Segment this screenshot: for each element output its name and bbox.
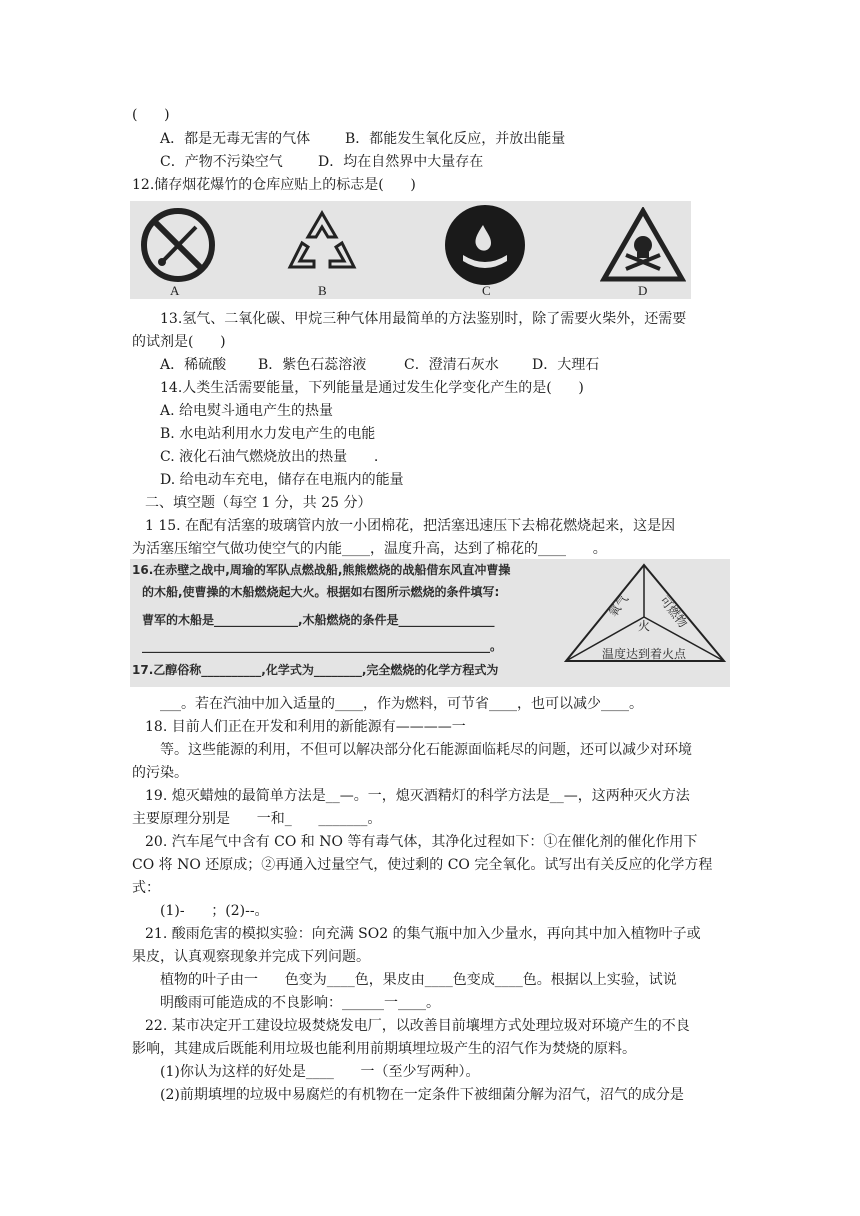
q17-line-2: ___。若在汽油中加入适量的____，作为燃料，可节省____，也可以减少____。 bbox=[160, 696, 643, 712]
q11-answer-bracket: ( ) bbox=[132, 107, 170, 123]
recycle-icon bbox=[282, 207, 362, 283]
water-saving-icon bbox=[443, 203, 527, 287]
q14-option-c: C. 液化石油气燃烧放出的热量 . bbox=[160, 449, 379, 465]
q14-stem: 14.人类生活需要能量，下列能量是通过发生化学变化产生的是( ) bbox=[160, 380, 584, 396]
q16-line-3: 曹军的木船是______________,木船燃烧的条件是________________ bbox=[142, 613, 495, 627]
q15-line-2: 为活塞压缩空气做功使空气的内能____，温度升高，达到了棉花的____ 。 bbox=[132, 541, 607, 557]
q11-option-d: D．均在自然界中大量存在 bbox=[318, 154, 484, 170]
q18-line-1: 18. 目前人们正在开发和利用的新能源有————一 bbox=[145, 719, 466, 735]
q20-line-4: (1)- ；(2)--。 bbox=[160, 903, 269, 919]
q22-line-3: (1)你认为这样的好处是____ 一（至少写两种）。 bbox=[160, 1064, 480, 1080]
q22-line-4: (2)前期填埋的垃圾中易腐烂的有机物在一定条件下被细菌分解为沼气，沼气的成分是 bbox=[160, 1087, 684, 1103]
q14-option-a: A. 给电熨斗通电产生的热量 bbox=[160, 403, 334, 419]
q12-stem: 12.储存烟花爆竹的仓库应贴上的标志是( ) bbox=[132, 177, 416, 193]
q15-line-1: 1 15. 在配有活塞的玻璃管内放一小团棉花，把活塞迅速压下去棉花燃烧起来，这是因 bbox=[145, 518, 676, 534]
q20-line-2: CO 将 NO 还原成；②再通入过量空气，使过剩的 CO 完全氧化。试写出有关反应的化学方程 bbox=[132, 857, 713, 873]
q16-line-4: __________________________________________________________。 bbox=[142, 639, 503, 653]
q18-line-2: 等。这些能源的利用，不但可以解决部分化石能源面临耗尽的问题，还可以减少对环境 bbox=[160, 742, 692, 758]
section-title: 二、填空题（每空 1 分，共 25 分） bbox=[145, 495, 372, 511]
q12-sign-image bbox=[130, 201, 691, 299]
q19-line-2: 主要原理分别是 一和_ _______。 bbox=[132, 811, 382, 827]
q13-option-a: A．稀硫酸 bbox=[160, 357, 227, 373]
q13-stem-line-1: 13.氢气、二氧化碳、甲烷三种气体用最简单的方法鉴别时，除了需要火柴外，还需要 bbox=[160, 311, 687, 327]
q13-option-c: C．澄清石灰水 bbox=[404, 357, 499, 373]
q13-option-d: D．大理石 bbox=[532, 357, 600, 373]
q21-line-2: 果皮，认真观察现象并完成下列问题。 bbox=[132, 949, 370, 965]
q13-option-b: B．紫色石蕊溶液 bbox=[258, 357, 367, 373]
q22-line-2: 影响，其建成后既能利用垃圾也能利用前期填埋垃圾产生的沼气作为焚烧的原料。 bbox=[132, 1041, 636, 1057]
q21-line-1: 21. 酸雨危害的模拟实验：向充满 SO2 的集气瓶中加入少量水，再向其中加入植物叶子或 bbox=[145, 926, 701, 942]
q16-line-1: 16.在赤壁之战中,周瑜的军队点燃战船,熊熊燃烧的战船借东风直冲曹操 bbox=[132, 563, 511, 577]
no-fire-icon bbox=[138, 205, 218, 285]
q17-line-1: 17.乙醇俗称__________,化学式为________,完全燃烧的化学方程式为 bbox=[132, 663, 499, 677]
q20-line-1: 20. 汽车尾气中含有 CO 和 NO 等有毒气体，其净化过程如下：①在催化剂的催化作用下 bbox=[145, 834, 698, 850]
q21-line-3: 植物的叶子由一 色变为____色，果皮由____色变成____色。根据以上实验，试说 bbox=[160, 972, 677, 988]
q11-option-a: A．都是无毒无害的气体 bbox=[160, 131, 311, 147]
q11-option-c: C．产物不污染空气 bbox=[160, 154, 283, 170]
sign-label-b: B bbox=[318, 283, 327, 298]
q16-scan-image bbox=[130, 559, 730, 687]
q18-line-3: 的污染。 bbox=[132, 765, 188, 781]
q14-option-d: D. 给电动车充电，储存在电瓶内的能量 bbox=[160, 472, 404, 488]
q16-line-2: 的木船,使曹操的木船燃烧起大火。根据如右图所示燃烧的条件填写: bbox=[142, 585, 500, 599]
triangle-label-temperature: 温度达到着火点 bbox=[602, 647, 687, 661]
q19-line-1: 19. 熄灭蜡烛的最简单方法是__—。一，熄灭酒精灯的科学方法是__—，这两种灭火方法 bbox=[145, 788, 690, 804]
sign-label-d: D bbox=[638, 283, 648, 298]
q11-option-b: B．都能发生氧化反应，并放出能量 bbox=[345, 131, 566, 147]
q20-line-3: 式： bbox=[132, 880, 160, 896]
q13-stem-line-2: 的试剂是( ) bbox=[132, 334, 226, 350]
q22-line-1: 22. 某市决定开工建设垃圾焚烧发电厂，以改善目前壤埋方式处理垃圾对环境产生的不良 bbox=[145, 1018, 690, 1034]
triangle-label-oxygen: 氧气 bbox=[605, 591, 632, 620]
q21-line-4: 明酸雨可能造成的不良影响：______一____。 bbox=[160, 995, 440, 1011]
q14-option-b: B. 水电站利用水力发电产生的电能 bbox=[160, 426, 376, 442]
sign-label-c: C bbox=[482, 283, 491, 298]
triangle-label-fire: 火 bbox=[638, 619, 651, 633]
triangle-label-fuel: 可燃物 bbox=[657, 593, 691, 631]
poison-skull-icon bbox=[600, 207, 686, 283]
sign-label-a: A bbox=[170, 283, 180, 298]
